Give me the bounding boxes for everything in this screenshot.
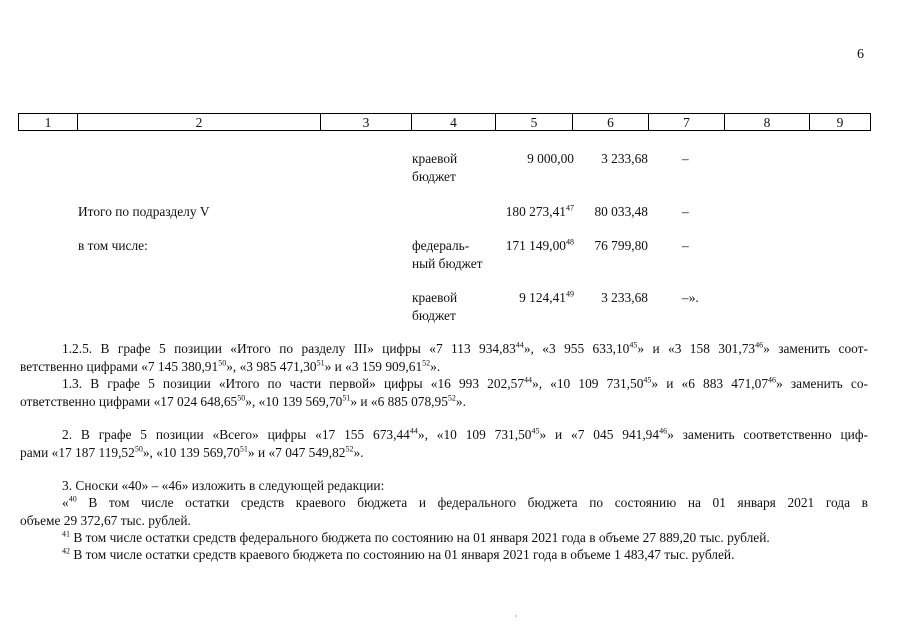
value-text: 171 149,00 [505, 238, 566, 253]
footnote-ref: 50 [237, 393, 246, 403]
text-run: ответственно цифрами «17 024 648,65 [20, 393, 238, 409]
text-line [62, 340, 868, 358]
row-col6-value: 3 233,68 [601, 290, 648, 305]
footnote-ref: 44 [524, 375, 533, 385]
footnote-ref: 51 [316, 358, 325, 368]
budget-line: краевой [412, 151, 458, 166]
text-run: объеме 29 372,67 тыс. рублей. [20, 512, 191, 528]
paragraph-1-3 [20, 375, 868, 410]
footnote-ref: 50 [134, 444, 143, 454]
footnote-ref: 45 [629, 340, 638, 350]
paragraph-1-2-5 [20, 340, 868, 375]
row-label: Итого по подразделу V [78, 204, 210, 219]
text-run: ». [430, 358, 441, 374]
footnote-41 [62, 529, 868, 547]
column-header-row [18, 113, 871, 131]
value-text: 9 124,41 [519, 290, 566, 305]
text-run: » и «6 885 078,95 [350, 393, 448, 409]
budget-line: федераль- [412, 238, 470, 253]
row-col7-value: – [682, 238, 689, 253]
budget-line: бюджет [412, 169, 456, 184]
text-line [62, 494, 868, 512]
text-run: » заменить со- [776, 376, 868, 391]
column-number-8: 8 [725, 114, 810, 131]
scan-speck [515, 615, 517, 617]
value-text: 180 273,41 [505, 204, 566, 219]
footnote-ref: 42 [62, 546, 70, 556]
row-label: в том числе: [78, 238, 148, 253]
footnote-ref: 47 [566, 203, 574, 213]
row-budget-type [412, 237, 483, 273]
text-run: » и «7 045 941,94 [539, 427, 660, 442]
footnote-ref: 46 [755, 340, 764, 350]
column-number-9: 9 [810, 114, 871, 131]
text-run: », «10 139 569,70 [142, 444, 240, 460]
footnote-ref: 52 [345, 444, 354, 454]
text-run: В том числе остатки средств краевого бюджета по состоянию на 01 января 2021 года в объеме 1 483,47 тыс. рублей. [70, 547, 735, 562]
budget-line: краевой [412, 290, 458, 305]
footnote-40 [20, 494, 868, 529]
text-run: » заменить соответственно циф- [667, 427, 868, 442]
row-budget-type [412, 289, 457, 325]
text-run: 3. Сноски «40» – «46» изложить в следующей редакции: [62, 478, 385, 493]
row-col6-value: 3 233,68 [601, 151, 648, 166]
text-line [20, 512, 868, 530]
budget-line: бюджет [412, 308, 456, 323]
row-col7-value: – [682, 151, 689, 166]
text-run: » и «3 158 301,73 [637, 341, 756, 356]
footnote-ref: 49 [566, 289, 574, 299]
footnote-ref: 52 [447, 393, 456, 403]
text-line [62, 529, 868, 547]
text-run: ». [353, 444, 364, 460]
text-run: 2. В графе 5 позиции «Всего» цифры «17 155 673,44 [62, 427, 410, 442]
column-number-7: 7 [649, 114, 725, 131]
footnote-ref: 51 [342, 393, 351, 403]
paragraph-3 [62, 477, 868, 495]
text-run: », «3 955 633,10 [523, 341, 630, 356]
text-run: » и «6 883 471,07 [651, 376, 769, 391]
footnote-ref: 41 [62, 529, 70, 539]
footnote-ref: 45 [643, 375, 652, 385]
text-run: » заменить соот- [763, 341, 868, 356]
footnote-ref: 52 [422, 358, 431, 368]
row-col7-value: – [682, 204, 689, 219]
row-col7-value: –». [682, 290, 699, 305]
paragraph-2 [20, 426, 868, 461]
footnote-ref: 51 [239, 444, 248, 454]
text-line [62, 426, 868, 444]
row-col6-value: 80 033,48 [594, 204, 648, 219]
text-run: », «10 139 569,70 [245, 393, 343, 409]
text-run: « [62, 495, 69, 510]
text-line [20, 444, 868, 462]
text-run: » и «7 047 549,82 [247, 444, 346, 460]
column-number-3: 3 [321, 114, 412, 131]
footnote-ref: 45 [531, 426, 540, 436]
footnote-42 [62, 546, 868, 564]
footnote-ref: 40 [68, 494, 77, 504]
column-number-2: 2 [78, 114, 321, 131]
budget-line: ный бюджет [412, 256, 483, 271]
column-number-4: 4 [412, 114, 496, 131]
text-line [62, 477, 868, 495]
text-run: », «3 985 471,30 [226, 358, 317, 374]
text-line [62, 546, 868, 564]
footnote-ref: 46 [659, 426, 668, 436]
column-number-5: 5 [496, 114, 573, 131]
text-run: 1.2.5. В графе 5 позиции «Итого по разделу III» цифры «7 113 934,83 [62, 341, 516, 356]
text-line [20, 393, 868, 411]
text-run: », «10 109 731,50 [417, 427, 532, 442]
text-run: ветственно цифрами «7 145 380,91 [20, 358, 219, 374]
value-text: 9 000,00 [527, 151, 574, 166]
text-run: », «10 109 731,50 [532, 376, 644, 391]
column-number-6: 6 [573, 114, 649, 131]
text-run: 1.3. В графе 5 позиции «Итого по части первой» цифры «16 993 202,57 [62, 376, 525, 391]
footnote-ref: 48 [566, 237, 574, 247]
footnote-ref: 44 [515, 340, 524, 350]
text-run: В том числе остатки средств федерального бюджета по состоянию на 01 января 2021 года в объеме 27 889,20 тыс. рублей. [70, 530, 770, 545]
text-line [62, 375, 868, 393]
footnote-ref: 50 [218, 358, 227, 368]
text-run: » и «3 159 909,61 [324, 358, 423, 374]
footnote-ref: 46 [768, 375, 777, 385]
row-col6-value: 76 799,80 [594, 238, 648, 253]
page-number: 6 [857, 47, 864, 62]
footnote-ref: 44 [409, 426, 418, 436]
text-run: рами «17 187 119,52 [20, 444, 135, 460]
text-run: В том числе остатки средств краевого бюджета и федерального бюджета по состоянию на 01 января 2021 года в [76, 495, 868, 510]
text-run: ». [455, 393, 466, 409]
text-line [20, 358, 868, 376]
column-number-1: 1 [19, 114, 78, 131]
row-budget-type [412, 150, 457, 186]
